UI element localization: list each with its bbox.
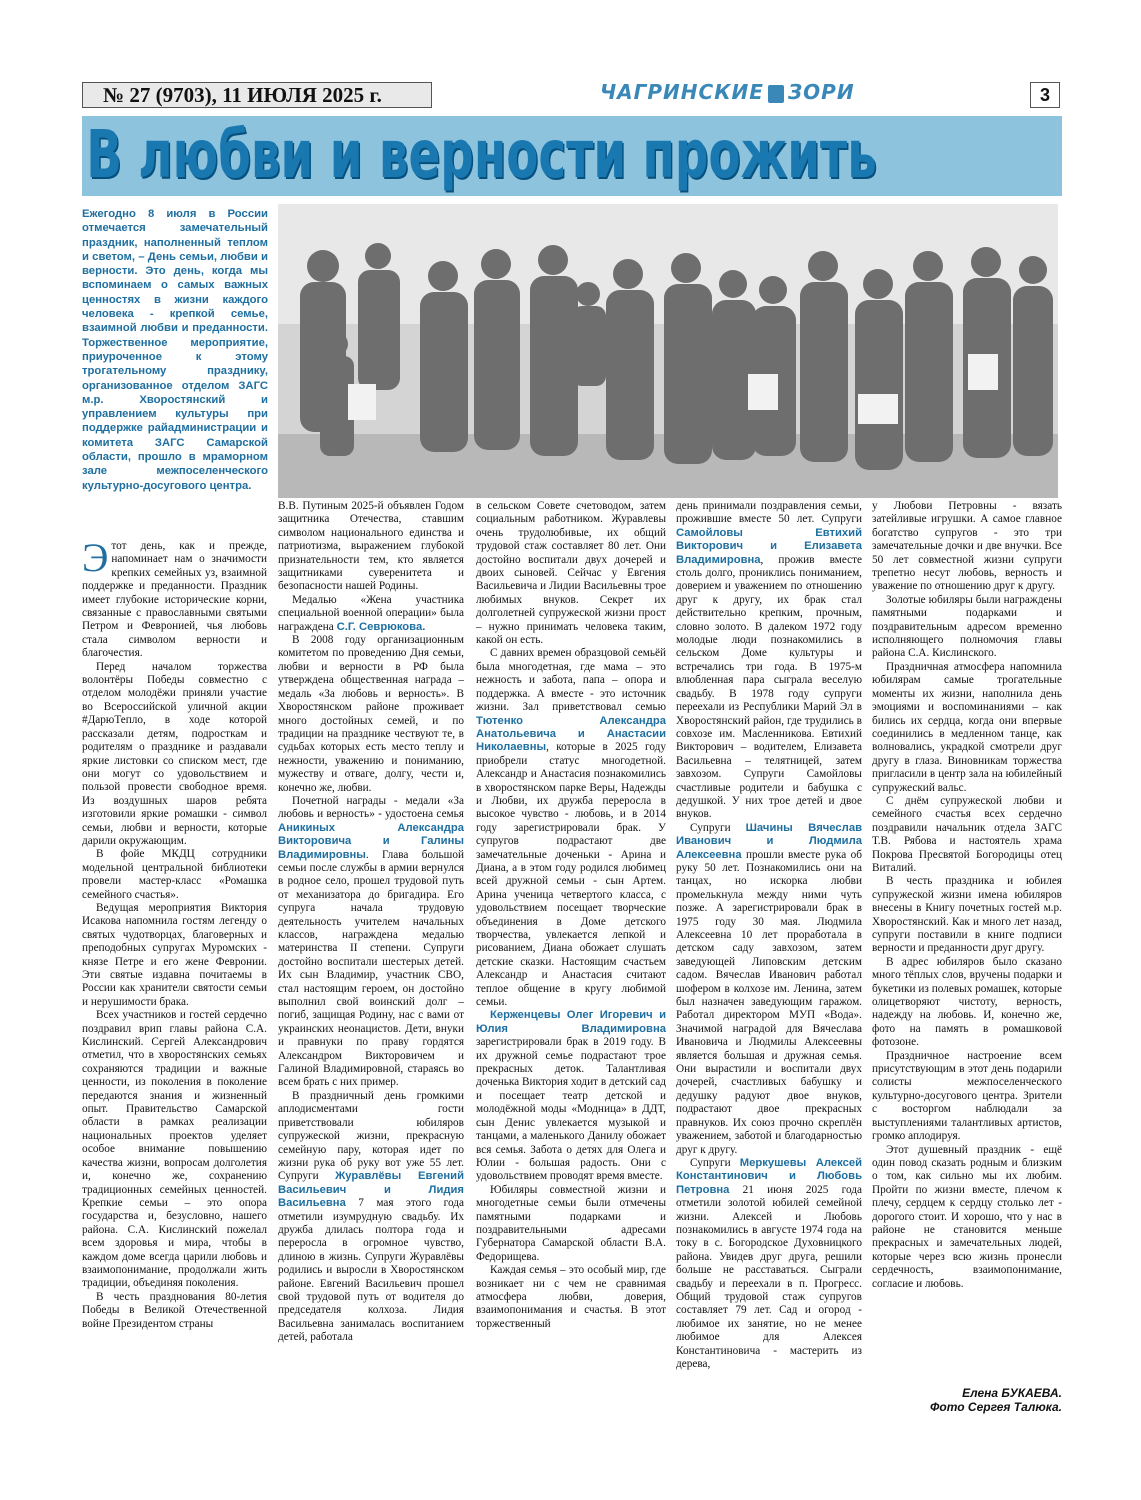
paragraph <box>82 540 267 661</box>
paragraph <box>278 795 464 1090</box>
paragraph: Праздничное настроение всем присутствующим в этот день подарили солисты межпоселенческого культурно-досугового центра. Зрители с восторгом наблюдали за выступлениями талантливых артистов, громко аплодируя. <box>872 1049 1062 1143</box>
paragraph: Золотые юбиляры были награждены памятными подарками и поздравительным адресом временно исполняющего полномочия главы района С.А. Кислинского. <box>872 593 1062 660</box>
paragraph: Ведущая мероприятия Виктория Исакова напомнила гостям легенду о святых чудотворцах, благоверных и преподобных супругах Муромских - князе Петре и его жене Февронии. Эти святые издавна почитаемы в России как хранители святости семьи и нерушимости брака. <box>82 901 267 1008</box>
highlighted-name: Меркушевы Алексей Константинович и Любовь Петровна <box>676 1156 862 1196</box>
paragraph <box>476 647 666 1009</box>
paragraph-text: 7 мая этого года отметили изумрудную свадьбу. Их дружба длилась полтора года и переросла в огромное чувство, длиною в жизнь. Супруги Журавлёвы родились и выросли в Хворостянском районе. Евгений Васильевич прошел свой трудовой путь от водителя до председателя колхоза. Лидия Васильевна занималась воспитанием детей, работала <box>278 1197 464 1344</box>
masthead-right: ЗОРИ <box>787 80 855 104</box>
paragraph: у Любови Петровны - вязать затейливые игрушки. А самое главное богатство супругов - это три замечательные дочки и две внучки. Все 50 лет совместной жизни супруги трепетно несут любовь, верность и уважение по отношению друг к другу. <box>872 500 1062 593</box>
headline-band <box>82 116 1062 196</box>
lead-paragraph: Ежегодно 8 июля в России отмечается замечательный праздник, наполненный теплом и светом, – День семьи, любви и верности. Это день, когда мы вспоминаем о самых важных ценностях в жизни каждого человека - крепкой семье, взаимной любви и преданности. Торжественное мероприятие, приуроченное к этому трогательному празднику, организованное отделом ЗАГС м.р. Хворостянский и управлением культуры при поддержке райадминистрации и комитета ЗАГС Самарской области, прошло в мраморном зале межпоселенческого культурно-досугового центра. <box>82 208 268 492</box>
headline: В любви и верности прожить <box>86 116 877 193</box>
paragraph-text: Супруги <box>690 1156 740 1169</box>
column-3 <box>476 500 666 1415</box>
page-number: 3 <box>1030 82 1060 108</box>
highlighted-name: С.Г. Севрюкова. <box>336 620 426 633</box>
photo-illustration <box>278 204 1058 498</box>
paragraph-text: Супруги <box>690 821 746 834</box>
masthead-seal-icon <box>768 85 784 103</box>
paragraph <box>476 1009 666 1183</box>
column-2 <box>278 500 464 1415</box>
byline <box>872 1386 1062 1414</box>
masthead-left: ЧАГРИНСКИЕ <box>600 80 764 104</box>
masthead-logo <box>600 80 870 108</box>
paragraph-text: прошли вместе рука об руку 50 лет. Познакомились они на танцах, но искорка любви промелькнула между ними чуть позже. А зарегистрировали брак в 1975 году 30 мая. Людмила Алексеевна 10 лет проработала в детском саду завхозом, затем заведующей Липовским детским садом. Вячеслав Иванович работал шофером в колхозе им. Ленина, затем был назначен заведующим гаражом. Работал директором МУП «Вода». Значимой наградой для Вячеслава Ивановича и Людмилы Алексеевны является большая и дружная семья. Они вырастили и воспитали двух дочерей, счастливых бабушку и дедушку радуют двое внуков, подрастают двое прекрасных правнуков. Их союз прочно скреплён уважением, заботой и благодарностью друг к другу. <box>676 848 862 1156</box>
paragraph-text: С давних времен образцовой семьёй была многодетная, где мама – это нежность и забота, папа – опора и поддержка. А вместе - это источник жизни. Зал приветствовал семью <box>476 647 666 714</box>
paragraph-text: . Глава большой семьи после службы в армии вернулся в родное село, прошел трудовой путь от механизатора до бригадира. Его супруга начала трудовую деятельность учителем начальных классов, награждена медалью материнства II степени. Супруги достойно воспитали шестерых детей. Их сын Владимир, участник СВО, стал настоящим героем, он достойно выполнил свой воинский долг – погиб, защищая Родину, нас с вами от украинских неонацистов. Дети, внуки и правнуки по праву гордятся Александром Викторовичем и Галиной Владимировной, стараясь во всем брать с них пример. <box>278 848 464 1089</box>
paragraph-text: тот день, как и прежде, напоминает нам о значимости крепких семейных уз, взаимной поддержке и преданности. Праздник имеет глубокие исторические корни, связанные с православными святыми Петром и Февронией, чья любовь стала символом верности и благочестия. <box>82 540 267 660</box>
paragraph: Праздничная атмосфера напомнила юбилярам самые трогательные моменты их жизни, наполнила день эмоциями и воспоминаниями – как бились их сердца, когда они впервые соединились в медленном танце, как волновались, украдкой смотрели друг другу в глаза. Виновникам торжества пригласили в центр зала на юбилейный супружеский вальс. <box>872 660 1062 794</box>
paragraph-text: Медалью «Жена участника специальной военной операции» была награждена <box>278 593 464 633</box>
paragraph <box>676 1157 862 1372</box>
paragraph: В 2008 году организационным комитетом по проведению Дня семьи, любви и верности в РФ была утверждена общественная награда – медаль «За любовь и верность». В Хворостянском районе проживает много достойных семей, и по традиции на празднике чествуют те, в судьбах которых есть место теплу и нежности, уважению и пониманию, мужеству и отваге, долгу, чести и, конечно же, любви. <box>278 634 464 794</box>
paragraph: В.В. Путиным 2025-й объявлен Годом защитника Отечества, ставшим символом национального единства и патриотизма, выражением глубокой признательности тем, кто является защитниками суверенитета и безопасности нашей Родины. <box>278 500 464 593</box>
paragraph-text: зарегистрировали брак в 2019 году. В их дружной семье подрастают трое прекрасных деток. Талантливая доченька Виктория ходит в детский сад и посещает театр детской и молодёжной моды «Модница» в ДДТ, сын Денис увлекается музыкой и танцами, а маленького Данилу обожает вся семья. Забота о детях для Олега и Юлии - большая радость. Они с удовольствием проводят время вместе. <box>476 1036 666 1183</box>
highlighted-name: Шачины Вячеслав Иванович и Людмила Алексеевна <box>676 821 862 861</box>
drop-cap: Э <box>82 540 109 580</box>
paragraph: Этот душевный праздник - ещё один повод сказать родным и близким о том, как сильно мы их любим. Пройти по жизни вместе, плечом к плечу, сердцем к сердцу столько лет - дорогого стоит. И хорошо, что у нас в районе не становится меньше прекрасных и замечательных людей, которые через всю жизнь пронесли сердечность, взаимопонимание, согласие и любовь. <box>872 1143 1062 1290</box>
highlighted-name: Самойловы Евтихий Викторович и Елизавета Владимировна <box>676 526 862 566</box>
highlighted-name: Керженцевы Олег Игоревич и Юлия Владимировна <box>476 1009 666 1035</box>
family-group-photo <box>278 204 1058 498</box>
column-5 <box>872 500 1062 1375</box>
paragraph: в сельском Совете счетоводом, затем социальным работником. Журавлевы очень трудолюбивые, их общий трудовой стаж составляет 80 лет. Они достойно воспитали двух дочерей и двоих сыновей. Сейчас у Евгения Васильевича и Лидии Васильевны трое любимых внуков. Секрет их долголетней супружеской жизни прост – нужно принимать человека таким, какой он есть. <box>476 500 666 647</box>
paragraph-text: , прожив вместе столь долго, прониклись пониманием, доверием и уважением по отношению друг к другу, их брак стал действительно крепким, прочным, словно золото. В далеком 1972 году молодые люди познакомились в сельском Доме культуры и встречались три года. В 1975-м влюбленная пара сыграла веселую свадьбу. В 1978 году супруги переехали из Республики Марий Эл в Хворостянский район, где трудились в совхозе им. Масленникова. Евтихий Викторович – водителем, Елизавета Васильевна – телятницей, затем завхозом. Супруги Самойловы счастливые родители и бабушка с дедушкой. У них трое детей и двое внуков. <box>676 553 862 821</box>
paragraph-text: 21 июня 2025 года отметили золотой юбилей семейной жизни. Алексей и Любовь познакомились в августе 1974 года на току в с. Богородское Духовницкого района. Увидев друг друга, решили больше не расставаться. Сыграли свадьбу и переехали в п. Прогресс. Общий трудовой стаж супругов составляет 79 лет. Сад и огород - любимое их занятие, но не менее любимое для Алексея Константиновича - мастерить из дерева, <box>676 1183 862 1370</box>
highlighted-name: Журавлёвы Евгений Васильевич и Лидия Васильевна <box>278 1170 464 1210</box>
issue-info: № 27 (9703), 11 ИЮЛЯ 2025 г. <box>82 82 432 108</box>
paragraph-text: день принимали поздравления семьи, прожившие вместе 50 лет. Супруги <box>676 500 862 526</box>
paragraph <box>676 500 862 822</box>
paragraph: С днём супружеской любви и семейного счастья всех сердечно поздравили начальник отдела ЗАГС Т.В. Рябова и настоятель храма Покрова Пресвятой Богородицы отец Виталий. <box>872 794 1062 874</box>
paragraph <box>676 822 862 1157</box>
paragraph: Каждая семья – это особый мир, где возникает ни с чем не сравнимая атмосфера любви, доверия, взаимопонимания и счастья. В этот торжественный <box>476 1264 666 1330</box>
paragraph: В честь празднования 80-летия Победы в Великой Отечественной войне Президентом страны <box>82 1290 267 1330</box>
paragraph-text: В праздничный день громкими аплодисментами гости приветствовали юбиляров супружеской жизни, прекрасную семейную пару, которая идет по жизни рука об руку вот уже 55 лет. Супруги <box>278 1089 464 1183</box>
paragraph <box>278 594 464 634</box>
paragraph: Перед началом торжества волонтёры Победы совместно с отделом молодёжи приняли участие во Всероссийской уличной акции #ДарюТепло, в ходе которой рассказали детям, подросткам и родителям о празднике и раздавали яркие листовки со списком мест, где они могут со удовольствием и пользой провести свободное время. Из воздушных шаров ребята изготовили яркие ромашки - символ семьи, любви и верности, которые дарили окружающим. <box>82 660 267 847</box>
paragraph: Юбиляры совместной жизни и многодетные семьи были отмечены памятными подарками и поздравительными адресами Губернатора Самарской области В.А. Федорищева. <box>476 1183 666 1263</box>
paragraph: В честь праздника и юбилея супружеской жизни имена юбиляров внесены в Книгу почетных гостей м.р. Хворостянский. Как и много лет назад, супруги поставили в книге подписи верности и преданности друг другу. <box>872 875 1062 955</box>
column-4 <box>676 500 862 1415</box>
column-1 <box>82 540 267 1415</box>
photo-credit: Фото Сергея Талюка. <box>930 1400 1062 1414</box>
highlighted-name: Аникиных Александра Викторовича и Галины Владимировны <box>278 821 464 861</box>
highlighted-name: Тютенко Александра Анатольевича и Анастасии Николаевны <box>476 714 666 754</box>
paragraph: Всех участников и гостей сердечно поздравил врип главы района С.А. Кислинский. Сергей Александрович отметил, что в хворостянских семьях сохраняются традиции и важные ценности, из поколения в поколение передаются знания и жизненный опыт. Правительство Самарской области в рамках реализации национальных проектов уделяет особое внимание повышению качества жизни, вопросам долголетия и, конечно же, сохранению традиционных семейных ценностей. Крепкие семьи – это опора государства и, безусловно, нашего района. С.А. Кислинский пожелал всем здоровья и мира, чтобы в каждом доме всегда царили любовь и взаимопонимание, продолжали жить традиции, объединяя поколения. <box>82 1009 267 1290</box>
author-name: Елена БУКАЕВА. <box>962 1386 1062 1400</box>
paragraph-text: , которые в 2025 году приобрели статус многодетной. Александр и Анастасия познакомились в хворостянском парке Веры, Надежды и Любви, их дружба переросла в высокое чувство - любовь, и в 2014 году зарегистрировали брак. У супругов подрастают две замечательные доченьки - Арина и Диана, а в этом году родился любимец всей дружной семьи - сын Артем. Арина ученица четвертого класса, с удовольствием посещает творческие объединения в Доме детского творчества, увлекается лепкой и рисованием, Диана обожает слушать детские сказки. Настоящим счастьем Александр и Анастасия считают теплое общение в кругу любимой семьи. <box>476 741 666 1009</box>
paragraph <box>278 1090 464 1345</box>
paragraph: В адрес юбиляров было сказано много тёплых слов, вручены подарки и букетики из полевых ромашек, которые олицетворяют чистоту, верность, надежду на любовь. И, конечно же, фото на память в ромашковой фотозоне. <box>872 955 1062 1049</box>
paragraph: В фойе МКДЦ сотрудники модельной центральной библиотеки провели мастер-класс «Ромашка семейного счастья». <box>82 848 267 901</box>
paragraph-text: Почетной награды - медали «За любовь и верность» - удостоена семья <box>278 794 464 821</box>
